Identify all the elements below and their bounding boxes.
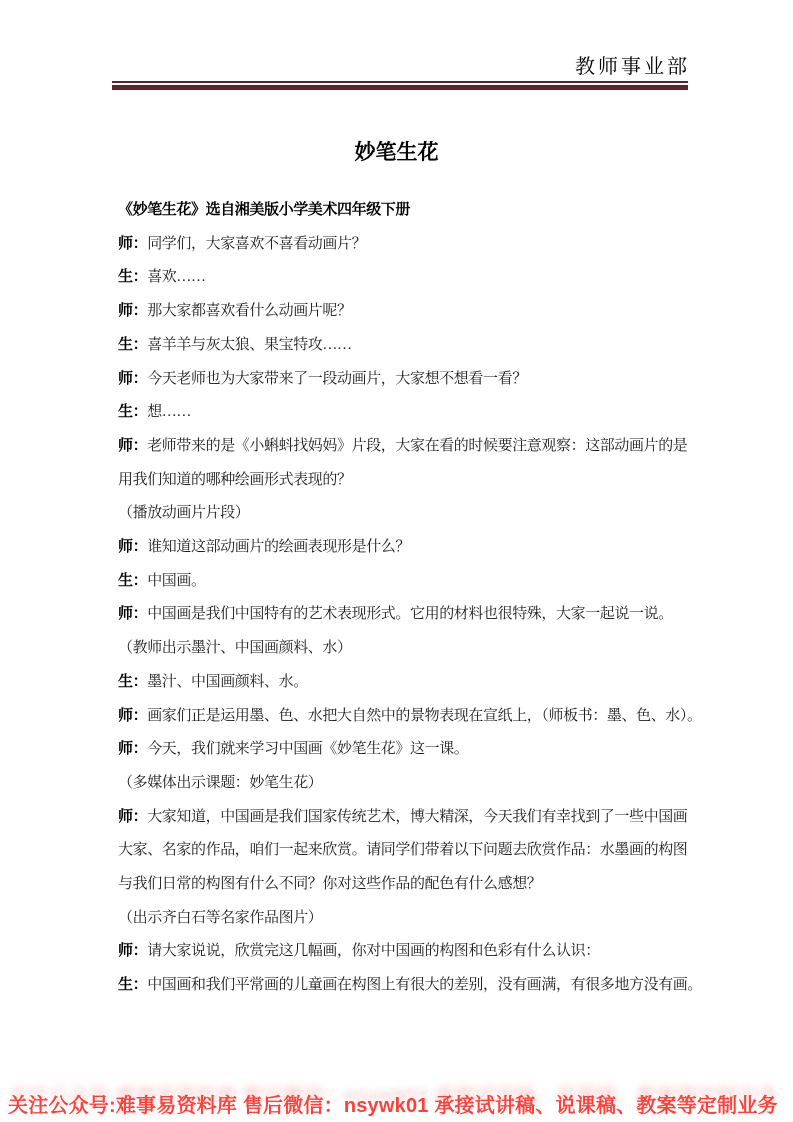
dialogue-line [118, 598, 698, 632]
page-title: 妙笔生花 [354, 140, 439, 164]
speaker-prefix: 师： [118, 808, 148, 825]
speaker-prefix: 师： [118, 370, 148, 387]
line-text: 老师带来的是《小蝌蚪找妈妈》片段，大家在看的时候要注意观察：这部动画片的是 [147, 437, 688, 454]
dialogue-line [118, 935, 698, 969]
line-text: 画家们正是运用墨、色、水把大自然中的景物表现在宣纸上，（师板书：墨、色、水）。 [147, 707, 702, 724]
line-text: 想…… [147, 404, 192, 421]
line-text: 中国画。 [147, 572, 206, 589]
speaker-prefix: 师： [118, 707, 148, 724]
dialogue-line [118, 430, 698, 464]
dialogue-line [118, 834, 698, 868]
dialogue-line [118, 194, 698, 228]
dialogue-body [118, 194, 703, 1003]
line-text: 喜欢…… [147, 269, 206, 286]
speaker-prefix: 师： [118, 303, 148, 320]
line-text: 中国画和我们平常画的儿童画在构图上有很大的差别，没有画满，有很多地方没有画。 [147, 977, 703, 994]
dialogue-line [118, 767, 698, 801]
dialogue-line [118, 396, 698, 430]
header-rule-thick-line [112, 85, 688, 90]
line-text: 谁知道这部动画片的绘画表现形是什么？ [147, 539, 411, 556]
speaker-prefix: 生： [118, 977, 148, 994]
dialogue-line [118, 565, 698, 599]
dialogue-line [118, 497, 698, 531]
line-text: 用我们知道的哪种绘画形式表现的？ [118, 471, 352, 488]
line-text: （播放动画片片段） [118, 505, 250, 522]
line-text: 与我们日常的构图有什么不同？你对这些作品的配色有什么感想？ [118, 876, 542, 893]
dialogue-line [118, 632, 698, 666]
dialogue-line [118, 531, 698, 565]
speaker-prefix: 师： [118, 437, 148, 454]
speaker-prefix: 师： [118, 606, 148, 623]
line-text: （多媒体出示课题：妙笔生花） [118, 774, 323, 791]
line-text: 今天，我们就来学习中国画《妙笔生花》这一课。 [147, 741, 469, 758]
line-text: （出示齐白石等名家作品图片） [118, 909, 323, 926]
dialogue-line [118, 902, 698, 936]
line-text: （教师出示墨汁、中国画颜料、水） [118, 640, 352, 657]
dialogue-line [118, 801, 698, 835]
dialogue-line [118, 464, 698, 498]
dialogue-line [118, 868, 698, 902]
dialogue-line [118, 666, 698, 700]
dialogue-line [118, 329, 698, 363]
dialogue-line [118, 295, 698, 329]
header-department: 教师事业部 [575, 56, 690, 78]
dialogue-line [118, 969, 703, 1003]
dialogue-line [118, 261, 698, 295]
speaker-prefix: 师： [118, 235, 148, 252]
speaker-prefix: 生： [118, 673, 148, 690]
speaker-prefix: 师： [118, 943, 148, 960]
line-text: 《妙笔生花》选自湘美版小学美术四年级下册 [118, 202, 411, 218]
speaker-prefix: 生： [118, 269, 148, 286]
dialogue-line [118, 228, 698, 262]
speaker-prefix: 师： [118, 539, 148, 556]
line-text: 那大家都喜欢看什么动画片呢？ [147, 303, 352, 320]
speaker-prefix: 生： [118, 336, 148, 353]
line-text: 请大家说说，欣赏完这几幅画，你对中国画的构图和色彩有什么认识： [147, 943, 600, 960]
speaker-prefix: 生： [118, 404, 148, 421]
footer-promo: 关注公众号:难事易资料库 售后微信：nsywk01 承接试讲稿、说课稿、教案等定制业务 [8, 1095, 778, 1117]
header-rule [112, 81, 688, 90]
line-text: 墨汁、中国画颜料、水。 [147, 673, 308, 690]
dialogue-line [118, 363, 698, 397]
line-text: 今天老师也为大家带来了一段动画片，大家想不想看一看？ [147, 370, 527, 387]
line-text: 大家、名家的作品，咱们一起来欣赏。请同学们带着以下问题去欣赏作品：水墨画的构图 [118, 842, 688, 859]
line-text: 中国画是我们中国特有的艺术表现形式。它用的材料也很特殊，大家一起说一说。 [147, 606, 673, 623]
line-text: 喜羊羊与灰太狼、果宝特攻…… [147, 336, 352, 353]
line-text: 同学们，大家喜欢不喜看动画片？ [147, 235, 367, 252]
speaker-prefix: 师： [118, 741, 148, 758]
line-text: 大家知道，中国画是我们国家传统艺术，博大精深，今天我们有幸找到了一些中国画 [147, 808, 688, 825]
speaker-prefix: 生： [118, 572, 148, 589]
dialogue-line [118, 733, 698, 767]
dialogue-line [118, 700, 702, 734]
